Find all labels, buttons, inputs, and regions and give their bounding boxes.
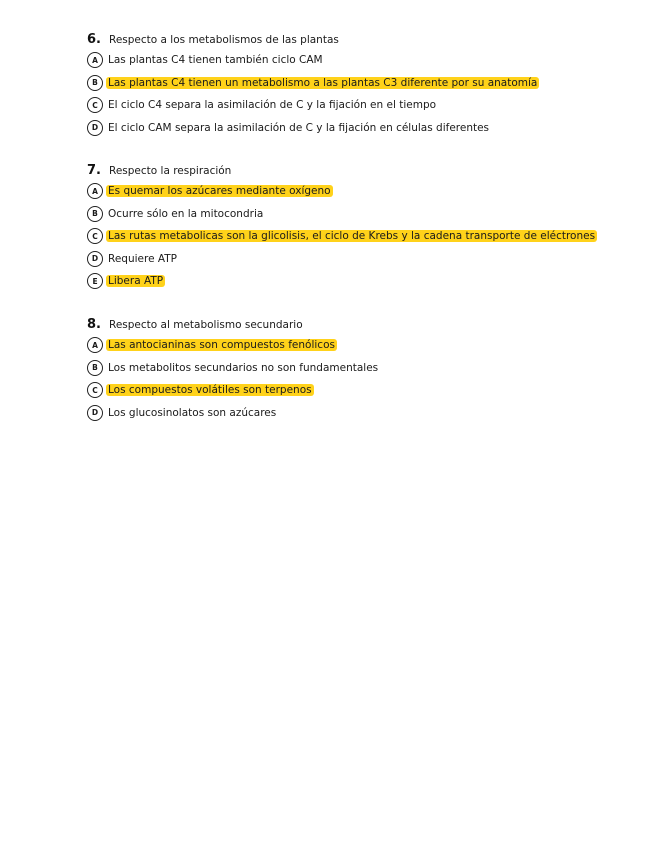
option-text: Las plantas C4 tienen también ciclo CAM: [108, 54, 323, 67]
option-letter-circle: E: [87, 273, 103, 289]
option-a[interactable]: [87, 180, 627, 203]
option-b[interactable]: [87, 72, 627, 95]
option-letter-circle: A: [87, 337, 103, 353]
option-letter-circle: A: [87, 52, 103, 68]
option-text-highlighted: Los compuestos volátiles son terpenos: [108, 384, 312, 397]
question-number: 7.: [87, 163, 101, 178]
option-text: Los metabolitos secundarios no son fundamentales: [108, 361, 379, 374]
option-text: El ciclo CAM separa la asimilación de C y la fijación en células diferentes: [108, 121, 490, 134]
option-c[interactable]: [87, 94, 627, 117]
option-e[interactable]: [87, 270, 627, 293]
question-prompt: Respecto al metabolismo secundario: [109, 319, 303, 331]
option-d[interactable]: [87, 248, 627, 271]
option-letter-circle: C: [87, 382, 103, 398]
question-header: [87, 162, 627, 180]
option-a[interactable]: [87, 334, 627, 357]
option-b[interactable]: [87, 203, 627, 226]
question-header: [87, 31, 627, 49]
option-text: El ciclo C4 separa la asimilación de C y la fijación en el tiempo: [108, 99, 437, 112]
option-b[interactable]: [87, 357, 627, 380]
option-letter-circle: B: [87, 75, 103, 91]
option-text: Los glucosinolatos son azúcares: [108, 406, 277, 419]
question-6: [87, 31, 627, 139]
option-text-highlighted: Libera ATP: [108, 275, 164, 288]
option-letter-circle: D: [87, 251, 103, 267]
question-prompt: Respecto la respiración: [109, 165, 232, 177]
option-letter-circle: C: [87, 228, 103, 244]
question-number: 6.: [87, 32, 101, 47]
option-c[interactable]: [87, 225, 627, 248]
option-c[interactable]: [87, 379, 627, 402]
question-header: [87, 316, 627, 334]
option-letter-circle: A: [87, 183, 103, 199]
option-d[interactable]: [87, 117, 627, 140]
option-text-highlighted: Las rutas metabolicas son la glicolisis, el ciclo de Krebs y la cadena transporte de eléctrones: [108, 230, 596, 243]
option-text-highlighted: Es quemar los azúcares mediante oxígeno: [108, 185, 331, 198]
option-text: Requiere ATP: [108, 252, 177, 265]
option-a[interactable]: [87, 49, 627, 72]
option-letter-circle: B: [87, 360, 103, 376]
question-7: [87, 162, 627, 293]
option-text-highlighted: Las plantas C4 tienen un metabolismo a las plantas C3 diferente por su anatomía: [108, 76, 538, 89]
question-8: [87, 316, 627, 424]
option-text-highlighted: Las antocianinas son compuestos fenólicos: [108, 339, 335, 352]
question-number: 8.: [87, 317, 101, 332]
option-text: Ocurre sólo en la mitocondria: [108, 207, 264, 220]
option-d[interactable]: [87, 402, 627, 425]
option-letter-circle: D: [87, 120, 103, 136]
option-letter-circle: C: [87, 97, 103, 113]
option-letter-circle: B: [87, 206, 103, 222]
question-prompt: Respecto a los metabolismos de las plantas: [109, 34, 339, 46]
option-letter-circle: D: [87, 405, 103, 421]
